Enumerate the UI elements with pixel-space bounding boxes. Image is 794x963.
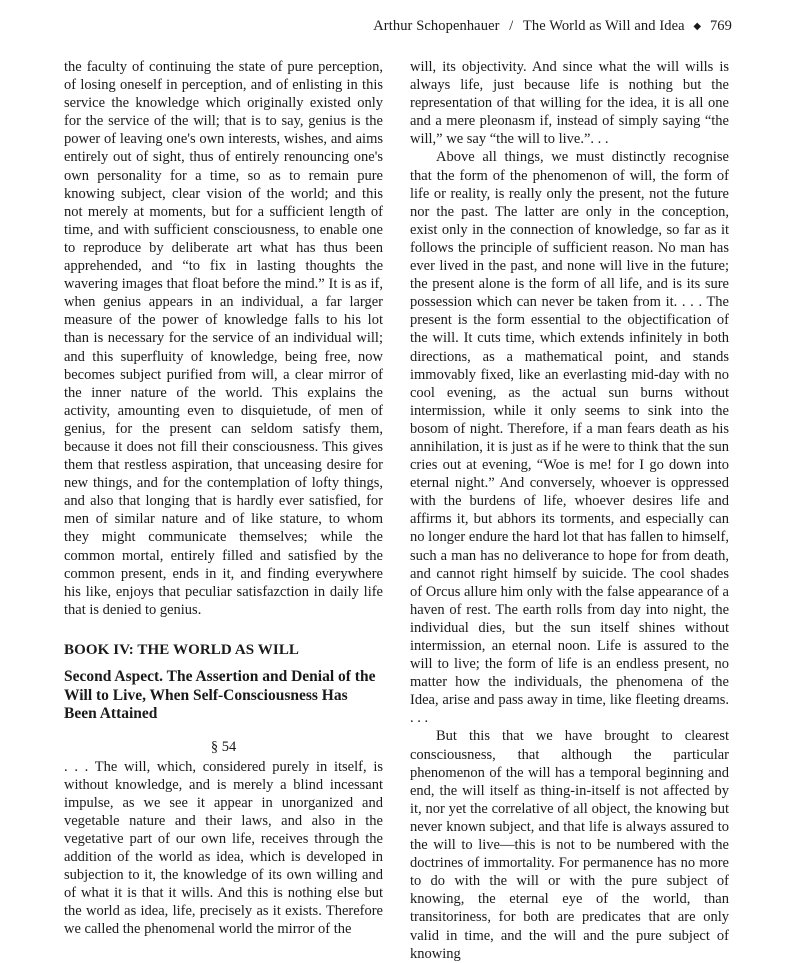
- right-paragraph-2: Above all things, we must distinctly recognise that the form of the phenomenon of will, the form of life or reality, is really only the present, not the future nor the past. The latter are only in the conception, exist only in the connection of knowledge, so far as it follows the principle of sufficient reason. No man has ever lived in the past, and none will live in the future; the present alone is the form of all life, and is its sure possession which can never be taken from it. . . . The present is the form essential to the objectification of the will. It cuts time, which extends infinitely in both directions, as a mathematical point, and stands immovably fixed, like an everlasting mid-day with no cool evening, as the actual sun burns without intermission, while it only seems to sink into the bosom of night. Therefore, if a man fears death as his annihilation, it is just as if he were to think that the sun cries out at evening, “Woe is me! for I go down into eternal night.” And conversely, whoever is oppressed with the burdens of life, whoever desires life and affirms it, but abhors its torments, and especially can no longer endure the hard lot that has fallen to himself, such a man has no deliverance to hope for from death, and cannot right himself by suicide. The cool shades of Orcus allure him only with the false appearance of a haven of rest. The earth rolls from day into night, the individual dies, but the sun itself shines without intermission, an eternal noon. Life is assured to the will to live; the form of life is an endless present, no matter how the individuals, the phenomena of the Idea, arise and pass away in time, like fleeting dreams. . . .: [410, 149, 729, 727]
- running-head-title: The World as Will and Idea: [522, 18, 685, 34]
- right-column: [410, 58, 729, 963]
- aspect-heading: Second Aspect. The Assertion and Denial of the Will to Live, When Self-Consciousness Has Been Attained: [64, 668, 376, 722]
- right-paragraph-3: But this that we have brought to clearest consciousness, that although the particular phenomenon of the will has a temporal beginning and end, the will itself as thing-in-itself is not affected by it, nor yet the correlative of all object, the knowing but never known subject, and that life is always assured to the will to live—this is not to be numbered with the doctrines of immortality. For permanence has no more to do with the will or with the pure subject of knowing, the eternal eye of the world, than transitoriness, for both are predicates that are only valid in time, and the will and the pure subject of knowing: [410, 728, 729, 962]
- left-paragraph-2: . . . The will, which, considered purely in itself, is without knowledge, and is merely a blind incessant impulse, as we see it appear in unorganized and vegetable nature and their laws, and also in the vegetative part of our own life, receives through the addition of the world as idea, which is developed in subjection to it, the knowledge of its own willing and of what it is that it wills. And this is nothing else but the world as idea, life, precisely as it exists. Therefore we called the phenomenal world the mirror of the: [64, 758, 383, 938]
- right-paragraph-1: will, its objectivity. And since what the will wills is always life, just because life is nothing but the representation of that willing for the idea, it is all one and a mere pleonasm if, instead of simply saying “the will,” we say “the will to live.”. . .: [410, 59, 729, 148]
- left-column: [64, 58, 383, 939]
- page-number: 769: [709, 18, 732, 34]
- running-head: [373, 18, 732, 35]
- left-paragraph-1: the faculty of continuing the state of pure perception, of losing oneself in perception, and of enlisting in this service the knowledge which originally existed only for the service of the will; that is to say, genius is the power of leaving one's own interests, wishes, and aims entirely out of sight, thus of entirely renouncing one's own personality for a time, so as to remain pure knowing subject, clear vision of the world; and this not merely at moments, but for a sufficient length of time, and with sufficient consciousness, to enable one to reproduce by deliberate art what has thus been apprehended, and “to fix in lasting thoughts the wavering images that float before the mind.” It is as if, when genius appears in an individual, a far larger measure of the power of knowledge falls to his lot than is necessary for the service of an individual will; and this superfluity of knowledge, being free, now becomes subject purified from will, a clear mirror of the inner nature of the world. This explains the activity, amounting even to disquietude, of men of genius, for the present can seldom satisfy them, because it does not fill their consciousness. This gives them that restless aspiration, that unceasing desire for new things, and for the contemplation of lofty things, and also that longing that is hardly ever satisfied, for men of similar nature and of like stature, to whom they might communicate themselves; while the common mortal, entirely filled and satisfied by the common present, ends in it, and finding everywhere his like, enjoys that peculiar satisfazction in daily life that is denied to genius.: [64, 59, 383, 618]
- running-head-author: Arthur Schopenhauer: [373, 18, 500, 34]
- diamond-ornament-icon: ◆: [693, 21, 702, 32]
- book-heading: BOOK IV: THE WORLD AS WILL: [64, 641, 300, 658]
- running-head-separator: /: [509, 18, 514, 34]
- section-number: § 54: [210, 738, 237, 755]
